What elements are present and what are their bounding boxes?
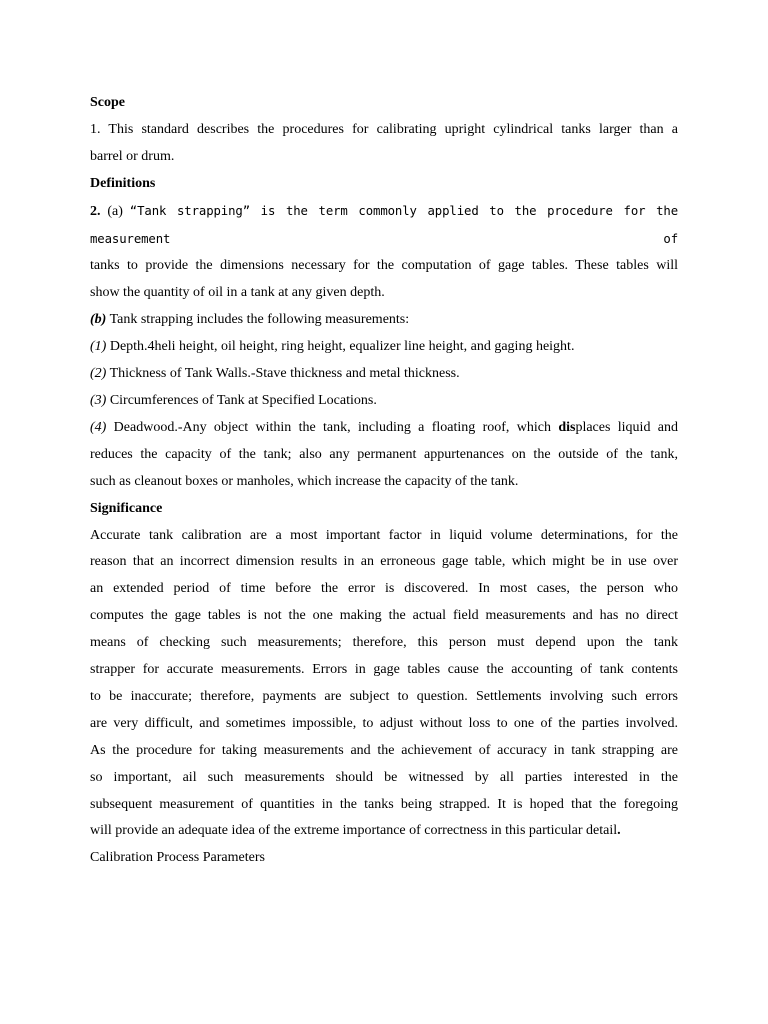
significance-line: will provide an adequate idea of the extreme importance of correctness in this particular detail.: [90, 823, 621, 839]
item-number: 2.: [90, 203, 101, 219]
item-label: (1): [90, 339, 107, 355]
item-label: (a): [107, 203, 123, 219]
significance-line: means of checking such measurements; therefore, this person must depend upon the tank: [90, 635, 678, 651]
measurement-2-line: (2) Thickness of Tank Walls.-Stave thickness and metal thickness.: [90, 366, 460, 382]
calibration-heading: Calibration Process Parameters: [90, 850, 265, 866]
significance-line: Accurate tank calibration are a most important factor in liquid volume determinations, for the: [90, 527, 678, 543]
significance-line: strapper for accurate measurements. Errors in gage tables cause the accounting of tank contents: [90, 662, 678, 678]
significance-line: to be inaccurate; therefore, payments are subject to question. Settlements involving such errors: [90, 688, 678, 704]
significance-line: reason that an incorrect dimension results in an erroneous gage table, which might be in use over: [90, 554, 678, 570]
definition-2-line: [90, 198, 678, 254]
definitions-heading: Definitions: [90, 175, 156, 191]
measurement-3-line: (3) Circumferences of Tank at Specified Locations.: [90, 392, 377, 408]
item-label: (4): [90, 419, 107, 435]
scope-paragraph-line: 1. This standard describes the procedures for calibrating upright cylindrical tanks larger than a: [90, 121, 678, 137]
scope-paragraph-line: barrel or drum.: [90, 148, 175, 164]
significance-line: As the procedure for taking measurements and the achievement of accuracy in tank strapping are: [90, 742, 678, 758]
definition-b-line: (b) Tank strapping includes the following measurements:: [90, 312, 410, 328]
measurement-4-line: reduces the capacity of the tank; also any permanent appurtenances on the outside of the tank,: [90, 446, 678, 462]
significance-line: are very difficult, and sometimes impossible, to adjust without loss to one of the parties involved.: [90, 715, 678, 731]
significance-line: computes the gage tables is not the one making the actual field measurements and has no direct: [90, 608, 678, 624]
measurement-1-line: (1) Depth.4heli height, oil height, ring height, equalizer line height, and gaging height.: [90, 339, 575, 355]
significance-line: so important, ail such measurements should be witnessed by all parties interested in the: [90, 769, 678, 785]
significance-line: subsequent measurement of quantities in the tanks being strapped. It is hoped that the foregoing: [90, 796, 678, 812]
measurement-4-line: such as cleanout boxes or manholes, which increase the capacity of the tank.: [90, 473, 519, 489]
item-label: (2): [90, 366, 107, 382]
bold-fragment: dis: [558, 419, 576, 435]
significance-line: an extended period of time before the error is discovered. In most cases, the person who: [90, 581, 678, 597]
definition-2-line: show the quantity of oil in a tank at any given depth.: [90, 285, 385, 301]
scope-heading: Scope: [90, 95, 125, 110]
measurement-4-line: (4) Deadwood.-Any object within the tank, including a floating roof, which displaces liquid and: [90, 419, 678, 435]
definition-2-text: “Tank strapping” is the term commonly applied to the procedure for the measurement of: [90, 203, 679, 246]
item-label: (3): [90, 392, 107, 408]
definition-2-line: tanks to provide the dimensions necessary for the computation of gage tables. These tables will: [90, 258, 678, 274]
item-label: (b): [90, 312, 107, 328]
significance-heading: Significance: [90, 500, 163, 516]
